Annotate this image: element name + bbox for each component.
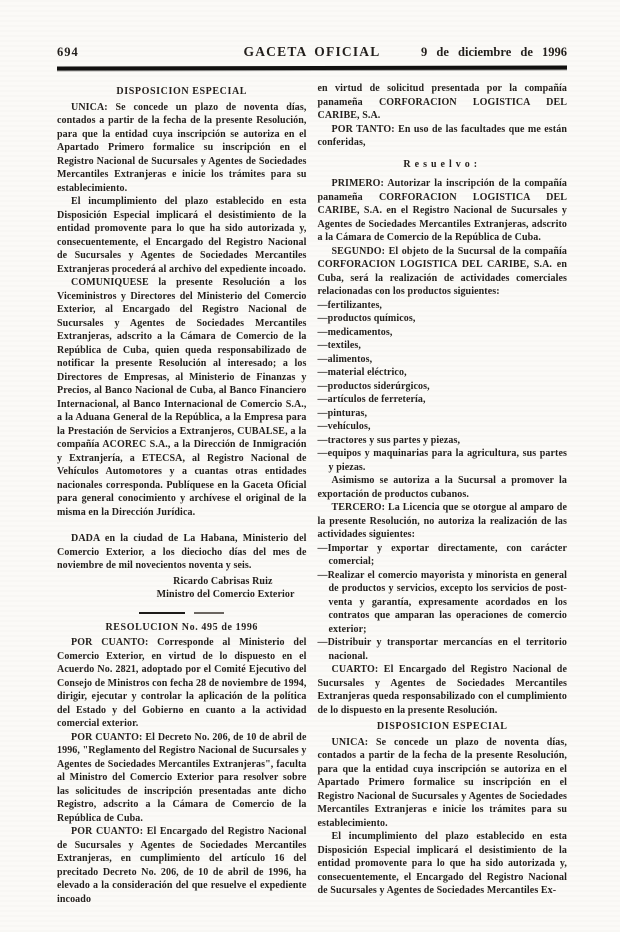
- list-item: —equipos y maquinarias para la agricultura, sus partes y piezas.: [317, 448, 567, 473]
- paragraph: UNICA: Se concede un plazo de noventa días, contados a partir de la fecha de la presente Resolución, para que la entidad cuya inscripción se autoriza en el Apartado Primero formalice su inscripción en el Registro Nacional de Sucursales y Agentes de Sociedades Mercantiles Extranjeras e inicie los trámites para su establecimiento.: [57, 101, 307, 194]
- section-heading: DISPOSICION ESPECIAL: [376, 721, 508, 732]
- issue-date: 9 de diciembre de 1996: [421, 45, 567, 59]
- paragraph: POR CUANTO: Corresponde al Ministerio del Comercio Exterior, en virtud de lo dispuesto en el Acuerdo No. 2821, adoptado por el Comité Ejecutivo del Consejo de Ministros con fecha 28 de noviembre de 1994, dirigir, ejecutar y controlar la aplicación de la política del Estado y del Gobierno en cuanto a la actividad comercial exterior.: [57, 637, 307, 729]
- paragraph: PRIMERO: Autorizar la inscripción de la compañía panameña CORFORACION LOGISTICA DEL CARIBE, S.A. en el Registro Nacional de Sucursales y Agentes de Sociedades Mercantiles Extranjeras, adscrito a la Cámara de Comercio de la República de Cuba.: [317, 178, 567, 243]
- list-item: —medicamentos,: [317, 326, 393, 338]
- list-item: —artículos de ferretería,: [317, 394, 426, 405]
- paragraph: DADA en la ciudad de La Habana, Ministerio del Comercio Exterior, a los dieciocho días del mes de noviembre de mil novecientos noventa y seis.: [57, 533, 307, 571]
- divider-dash: [194, 612, 224, 614]
- left-column: [57, 82, 307, 906]
- list-item: —pinturas,: [317, 407, 368, 419]
- page-number: 694: [57, 45, 79, 59]
- paragraph: UNICA: Se concede un plazo de noventa días, contados a partir de la fecha de la presente Resolución, para que la entidad cuya inscripción se autoriza en el Apartado Primero formalice su inscripción en el Registro Nacional de Sucursales y Agentes de Sociedades Mercantiles Extranjeras e inicie los trámites para su establecimiento.: [317, 736, 567, 829]
- divider-dash: [139, 612, 185, 614]
- paragraph: TERCERO: La Licencia que se otorgue al amparo de la presente Resolución, no autoriza la realización de las actividades siguientes:: [317, 502, 567, 540]
- list-item: —Distribuir y transportar mercancías en el territorio nacional.: [317, 637, 567, 662]
- page-header: [57, 44, 567, 60]
- right-column: [318, 82, 568, 906]
- paragraph: SEGUNDO: El objeto de la Sucursal de la compañía CORFORACION LOGISTICA DEL CARIBE, S.A. en Cuba, será la realización de actividades comerciales relacionadas con los productos siguientes:: [317, 245, 567, 297]
- paragraph: COMUNIQUESE la presente Resolución a los Viceministros y Directores del Ministerio del Comercio Exterior, al Encargado del Registro Nacional de Sucursales y Agentes de Sociedades Mercantiles Extranjeras, adscrito a la Cámara de Comercio de la República de Cuba, quien queda responsabilizado de notificar la presente Resolución al interesado; a los Directores de Empresas, al Ministerio de Finanzas y Precios, al Banco Nacional de Cuba, al Banco Financiero Internacional, al Banco Internacional de Comercio S.A., a la Aduana General de la República, a la Empresa para la Prestación de Servicios a Extranjeros, CUBALSE, a la compañía ACOREC S.A., a la Dirección de Inmigración y Extranjería, a ETECSA, al Registro Nacional de Vehículos Automotores y a cuantas otras entidades nacionales corresponda. Publíquese en la Gaceta Oficial para general conocimiento y archívese el original de la misma en la Dirección Jurídica.: [57, 277, 307, 518]
- text-columns: [57, 82, 567, 906]
- list-item: —Realizar el comercio mayorista y minorista en general de productos y servicios, excepto los servicios de post-venta y garantía, expresamente acordados en los contratos que amparan las operaciones de comercio exterior;: [317, 569, 567, 635]
- signature-name: Ricardo Cabrisas Ruiz: [173, 575, 273, 587]
- signature-title: Ministro del Comercio Exterior: [156, 589, 295, 600]
- section-heading: RESOLUCION No. 495 de 1996: [105, 621, 259, 633]
- list-item: —Importar y exportar directamente, con carácter comercial;: [317, 542, 567, 567]
- section-divider: [57, 612, 307, 614]
- paragraph: CUARTO: El Encargado del Registro Nacional de Sucursales y Agentes de Sociedades Mercantiles Extranjeras queda responsabilizado con el cumplimiento de lo dispuesto en la presente Resolución.: [317, 664, 567, 716]
- list-item: —textiles,: [317, 340, 361, 351]
- list-item: —alimentos,: [317, 353, 373, 365]
- paragraph: El incumplimiento del plazo establecido en esta Disposición Especial implicará el desistimiento de la entidad promovente para lo que ha sido autorizada y, consecuentemente, el Encargado del Registro Nacional de Sucursales y Agentes de Sociedades Mercantiles Ex-: [317, 831, 567, 896]
- paragraph: El incumplimiento del plazo establecido en esta Disposición Especial implicará el desistimiento de la entidad promovente para lo que ha sido autorizada y, consecuentemente, el Encargado del Registro Nacional de Sucursales y Agentes de Sociedades Mercantiles Extranjeras procederá al archivo del expediente incoado.: [57, 196, 307, 275]
- list-item: —tractores y sus partes y piezas,: [317, 434, 461, 446]
- list-item: —fertilizantes,: [317, 299, 383, 311]
- masthead-title: GACETA OFICIAL: [243, 44, 381, 59]
- paragraph-continuation: en virtud de solicitud presentada por la compañía panameña CORFORACION LOGISTICA DEL CARIBE, S.A.: [317, 83, 567, 121]
- paragraph: Asimismo se autoriza a la Sucursal a promover la exportación de productos cubanos.: [317, 475, 567, 500]
- section-heading: DISPOSICION ESPECIAL: [116, 86, 248, 97]
- list-item: —vehículos,: [317, 421, 371, 432]
- paragraph: POR CUANTO: El Encargado del Registro Nacional de Sucursales y Agentes de Sociedades Mercantiles Extranjeras, en cumplimiento del artículo 16 del precitado Decreto No. 206, de 10 de abril de 1996, ha elevado a la consideración del que resuelve el expediente incoado: [57, 826, 307, 905]
- paragraph: POR CUANTO: El Decreto No. 206, de 10 de abril de 1996, "Reglamento del Registro Nacional de Sucursales y Agentes de Sociedades Mercantiles Extranjeras", faculta al Ministro del Comercio Exterior para resolver sobre las solicitudes de inscripción presentadas ante dicho Registro, adscrito a la Cámara de Comercio de la República de Cuba.: [57, 731, 307, 824]
- paragraph: POR TANTO: En uso de las facultades que me están conferidas,: [317, 123, 567, 148]
- header-rule: [57, 65, 567, 70]
- resuelvo-heading: Resuelvo:: [403, 158, 482, 170]
- list-item: —productos químicos,: [317, 313, 416, 324]
- list-item: —material eléctrico,: [317, 367, 407, 378]
- list-item: —productos siderúrgicos,: [317, 380, 430, 392]
